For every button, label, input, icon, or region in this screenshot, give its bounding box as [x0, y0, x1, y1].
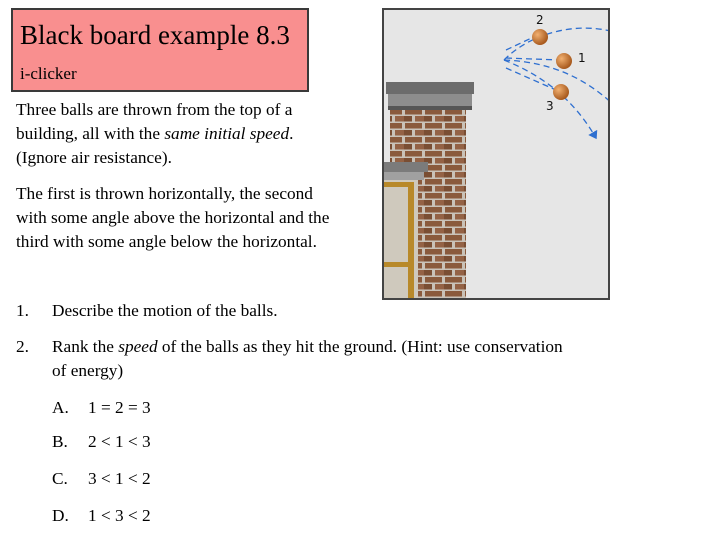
question-2-number: 2.: [16, 337, 29, 356]
option-d-text: 1 < 3 < 2: [88, 506, 151, 525]
option-b-letter: B.: [52, 432, 68, 451]
slide-title: Black board example 8.3: [20, 20, 290, 50]
intro-text-a: Three balls are thrown from the top of a building, all with the: [16, 100, 293, 143]
question-2-text: [52, 335, 563, 383]
intro-text-b: . (Ignore air resistance).: [16, 124, 294, 167]
option-c[interactable]: [52, 467, 151, 491]
question-2-text-c: of energy): [52, 361, 124, 380]
projectile-figure: [382, 8, 610, 300]
ball-3-label: 3: [546, 99, 554, 113]
option-c-letter: C.: [52, 469, 68, 488]
ball-3: [553, 84, 569, 100]
question-2-text-b: of the balls as they hit the ground. (Hint: use conservation: [157, 337, 563, 356]
option-a-letter: A.: [52, 398, 69, 417]
ball-1-label: 1: [578, 51, 586, 65]
option-d-letter: D.: [52, 506, 69, 525]
ball-2-label: 2: [536, 13, 544, 27]
intro-paragraph-1: [16, 98, 336, 170]
trajectories: [504, 28, 608, 138]
question-2-emphasis: speed: [118, 337, 158, 356]
option-b-text: 2 < 1 < 3: [88, 432, 151, 451]
question-2-text-a: Rank the: [52, 337, 119, 356]
intro-paragraph-2: The first is thrown horizontally, the second with some angle above the horizontal and the third with some angle below the horizontal.: [16, 184, 330, 251]
ball-2: [532, 29, 548, 45]
option-a[interactable]: [52, 396, 151, 420]
building: [384, 82, 474, 298]
intro-emphasis: same initial speed: [164, 124, 290, 143]
building-illustration: [384, 10, 608, 298]
question-1-number: 1.: [16, 301, 29, 320]
ball-1: [556, 53, 572, 69]
slide-subtitle: i-clicker: [20, 64, 77, 83]
title-box: [11, 8, 309, 92]
question-1-text: Describe the motion of the balls.: [52, 301, 278, 320]
option-c-text: 3 < 1 < 2: [88, 469, 151, 488]
option-d[interactable]: [52, 504, 151, 528]
option-a-text: 1 = 2 = 3: [88, 398, 151, 417]
option-b[interactable]: [52, 430, 151, 454]
